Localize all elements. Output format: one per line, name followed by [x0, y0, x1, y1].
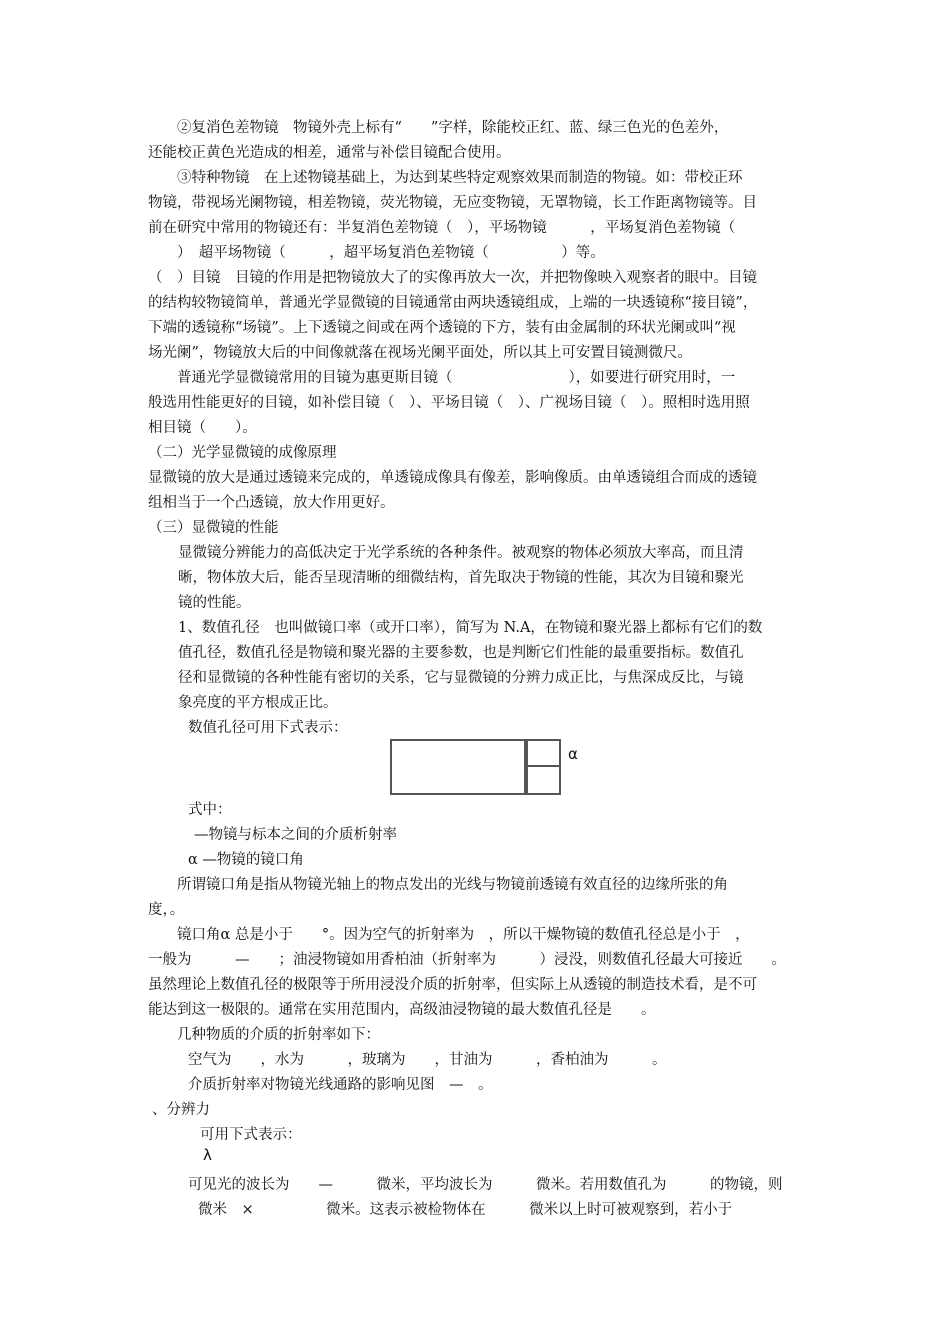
text-line: 般选用性能更好的目镜，如补偿目镜（ ）、平场目镜（ ）、广视场目镜（ ）。照相时选用照 — [148, 395, 750, 411]
text-line: 镜口角α 总是小于 °。因为空气的折射率为 ，所以干燥物镜的数值孔径总是小于 ， — [148, 927, 750, 943]
formula-top-right-cell — [524, 739, 561, 767]
text-line: 显微镜分辨能力的高低决定于光学系统的各种条件。被观察的物体必须放大率高，而且清 — [178, 545, 744, 561]
text-line: —物镜与标本之间的介质析射率 — [194, 827, 397, 843]
text-line: 式中： — [188, 802, 232, 818]
text-line: 虽然理论上数值孔径的极限等于所用浸没介质的折射率，但实际上从透镜的制造技术看，是不可 — [148, 977, 757, 993]
text-line: 相目镜（ ）。 — [148, 420, 257, 436]
text-line: 1、数值孔径 也叫做镜口率（或开口率），简写为 N.A，在物镜和聚光器上都标有它们的数 — [178, 620, 763, 636]
text-line: 、分辨力 — [152, 1102, 210, 1118]
text-line: 显微镜的放大是通过透镜来完成的，单透镜成像具有像差，影响像质。由单透镜组合而成的透镜 — [148, 470, 757, 486]
text-line: 还能校正黄色光造成的相差，通常与补偿目镜配合使用。 — [148, 145, 511, 161]
text-line: ） 超平场物镜（ ，超平场复消色差物镜（ ）等。 — [148, 245, 605, 261]
text-line: α —物镜的镜口角 — [188, 852, 304, 868]
text-line: 晰，物体放大后，能否呈现清晰的细微结构，首先取决于物镜的性能，其次为目镜和聚光 — [178, 570, 744, 586]
text-line: 的结构较物镜简单，普通光学显微镜的目镜通常由两块透镜组成，上端的一块透镜称“接目镜”， — [148, 295, 758, 311]
text-line: 微米 × 微米。这表示被检物体在 微米以上时可被观察到，若小于 — [198, 1202, 733, 1218]
text-line: 物镜，带视场光阑物镜，相差物镜，荧光物镜，无应变物镜，无罩物镜，长工作距离物镜等。目 — [148, 195, 757, 211]
text-line: 前在研究中常用的物镜还有：半复消色差物镜（ ），平场物镜 ，平场复消色差物镜（ — [148, 220, 736, 236]
text-line: ②复消色差物镜 物镜外壳上标有“ ”字样，除能校正红、蓝、绿三色光的色差外， — [148, 120, 729, 136]
text-line: 所谓镜口角是指从物镜光轴上的物点发出的光线与物镜前透镜有效直径的边缘所张的角 — [148, 877, 728, 893]
text-line: 空气为 ，水为 ，玻璃为 ，甘油为 ，香柏油为 。 — [188, 1052, 667, 1068]
formula-bottom-right-cell — [524, 765, 561, 795]
text-line: 组相当于一个凸透镜，放大作用更好。 — [148, 495, 395, 511]
text-line: 可用下式表示： — [200, 1127, 302, 1143]
text-line: 镜的性能。 — [178, 595, 251, 611]
text-line: （ ）目镜 目镜的作用是把物镜放大了的实像再放大一次，并把物像映入观察者的眼中。目镜 — [148, 270, 757, 286]
text-line: 介质折射率对物镜光线通路的影响见图 — 。 — [188, 1077, 493, 1093]
text-line: 下端的透镜称“场镜”。上下透镜之间或在两个透镜的下方，装有由金属制的环状光阑或叫“视 — [148, 320, 736, 336]
text-line: 场光阑”，物镜放大后的中间像就落在视场光阑平面处，所以其上可安置目镜测微尺。 — [148, 345, 692, 361]
lambda-symbol: λ — [203, 1146, 212, 1164]
text-line: 度，。 — [148, 902, 185, 918]
text-line: （二）光学显微镜的成像原理 — [148, 445, 337, 461]
text-line: 一般为 — ；油浸物镜如用香柏油（折射率为 ）浸没，则数值孔径最大可接近 。 — [148, 952, 786, 968]
formula-left-cell — [390, 739, 528, 795]
text-line: 象亮度的平方根成正比。 — [178, 695, 338, 711]
text-line: 值孔径，数值孔径是物镜和聚光器的主要参数，也是判断它们性能的最重要指标。数值孔 — [178, 645, 744, 661]
text-line: ③特种物镜 在上述物镜基础上，为达到某些特定观察效果而制造的物镜。如：带校正环 — [148, 170, 743, 186]
text-line: 能达到这一极限的。通常在实用范围内，高级油浸物镜的最大数值孔径是 。 — [148, 1002, 656, 1018]
text-line: 可见光的波长为 — 微米，平均波长为 微米。若用数值孔为 的物镜，则 — [188, 1177, 783, 1193]
text-line: 普通光学显微镜常用的目镜为惠更斯目镜（ ），如要进行研究用时，一 — [148, 370, 736, 386]
text-line: 数值孔径可用下式表示： — [188, 720, 348, 736]
text-line: （三）显微镜的性能 — [148, 520, 279, 536]
alpha-symbol: α — [568, 745, 578, 763]
text-line: 径和显微镜的各种性能有密切的关系，它与显微镜的分辨力成正比，与焦深成反比，与镜 — [178, 670, 744, 686]
text-line: 几种物质的介质的折射率如下： — [148, 1027, 380, 1043]
